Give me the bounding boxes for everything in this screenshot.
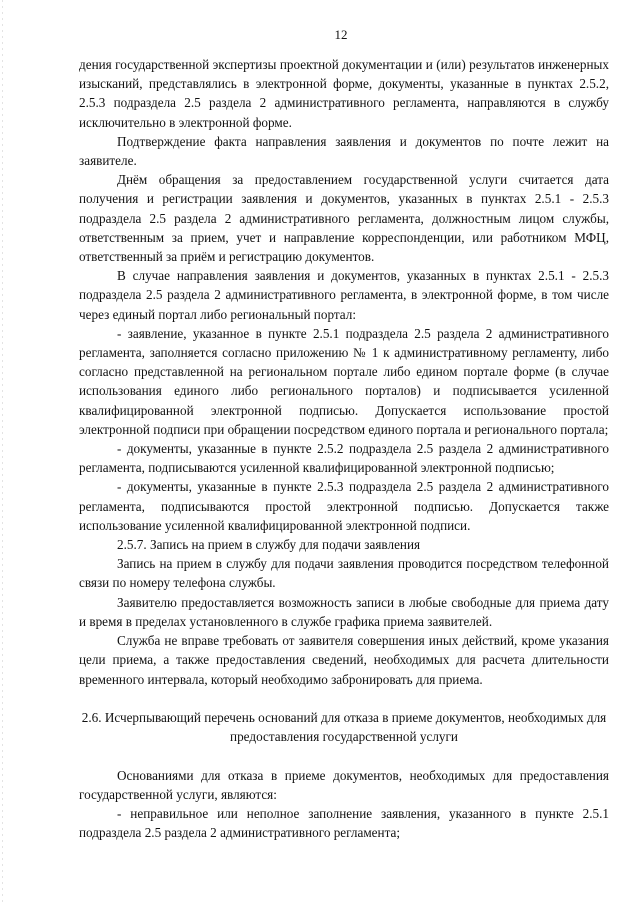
section-heading-2-6: 2.6. Исчерпывающий перечень оснований для отказа в приеме документов, необходимых для предоставления государственной услуги (81, 709, 607, 744)
list-item-documents-2-5-2: - документы, указанные в пункте 2.5.2 подраздела 2.5 раздела 2 административного регламента, подписываются усиленной квалифицированной электронной подписью; (79, 441, 609, 476)
paragraph-booking-availability: Заявителю предоставляется возможность записи в любые свободные для приема дату и время в пределах установленного в службе графика приема заявителей. (79, 594, 609, 629)
page-number: 12 (334, 27, 348, 42)
list-item-application-signature: - заявление, указанное в пункте 2.5.1 подраздела 2.5 раздела 2 административного регламента, заполняется согласно приложению № 1 к административному регламенту, либо согласно представленной на региональном портале либо едином портале форме (в случае использования единого либо регионального порталов) и подписывается усиленной квалифицированной электронной подписью. Допускается использование простой электронной подписи при обращении посредством единого портала и регионального портала; (79, 325, 609, 437)
paragraph-phone-booking: Запись на прием в службу для подачи заявления проводится посредством телефонной связи по номеру телефона службы. (79, 556, 609, 591)
paragraph-electronic-submission: В случае направления заявления и документов, указанных в пунктах 2.5.1 - 2.5.3 подраздела 2.5 раздела 2 административного регламента, в электронной форме, в том числе через единый портал либо региональный портал: (79, 268, 609, 322)
scan-edge-line (2, 0, 3, 905)
paragraph-mail-confirmation: Подтверждение факта направления заявления и документов по почте лежит на заявителе. (79, 133, 609, 169)
paragraph-refusal-grounds: Основаниями для отказа в приеме документов, необходимых для предоставления государственной услуги, являются: (79, 767, 609, 802)
document-body (79, 55, 609, 843)
subsection-title-2-5-7: 2.5.7. Запись на прием в службу для подачи заявления (117, 537, 421, 553)
list-item-incorrect-application: - неправильное или неполное заполнение заявления, указанного в пункте 2.5.1 подраздела 2.5 раздела 2 административного регламента; (79, 806, 609, 841)
list-item-documents-2-5-3: - документы, указанные в пункте 2.5.3 подраздела 2.5 раздела 2 административного регламента, подписываются простой электронной подписью. Допускается также использование усиленной квалифицированной электронной подписи. (79, 479, 609, 533)
paragraph-continuation: дения государственной экспертизы проектной документации и (или) результатов инженерных изысканий, представлялись в электронной форме, документы, указанные в пунктах 2.5.2, 2.5.3 подраздела 2.5 раздела 2 административного регламента, направляются в службу исключительно в электронной форме. (79, 57, 609, 130)
paragraph-service-restrictions: Служба не вправе требовать от заявителя совершения иных действий, кроме указания цели приема, а также предоставления сведений, необходимых для расчета длительности временного интервала, который необходимо забронировать для приема. (79, 633, 609, 687)
paragraph-application-date: Днём обращения за предоставлением государственной услуги считается дата получения и регистрации заявления и документов, указанных в пунктах 2.5.1 - 2.5.3 подраздела 2.5 раздела 2 административного регламента, должностным лицом службы, ответственным за прием, учет и направление корреспонденции, или работником МФЦ, ответственный за приём и регистрацию документов. (79, 172, 609, 265)
